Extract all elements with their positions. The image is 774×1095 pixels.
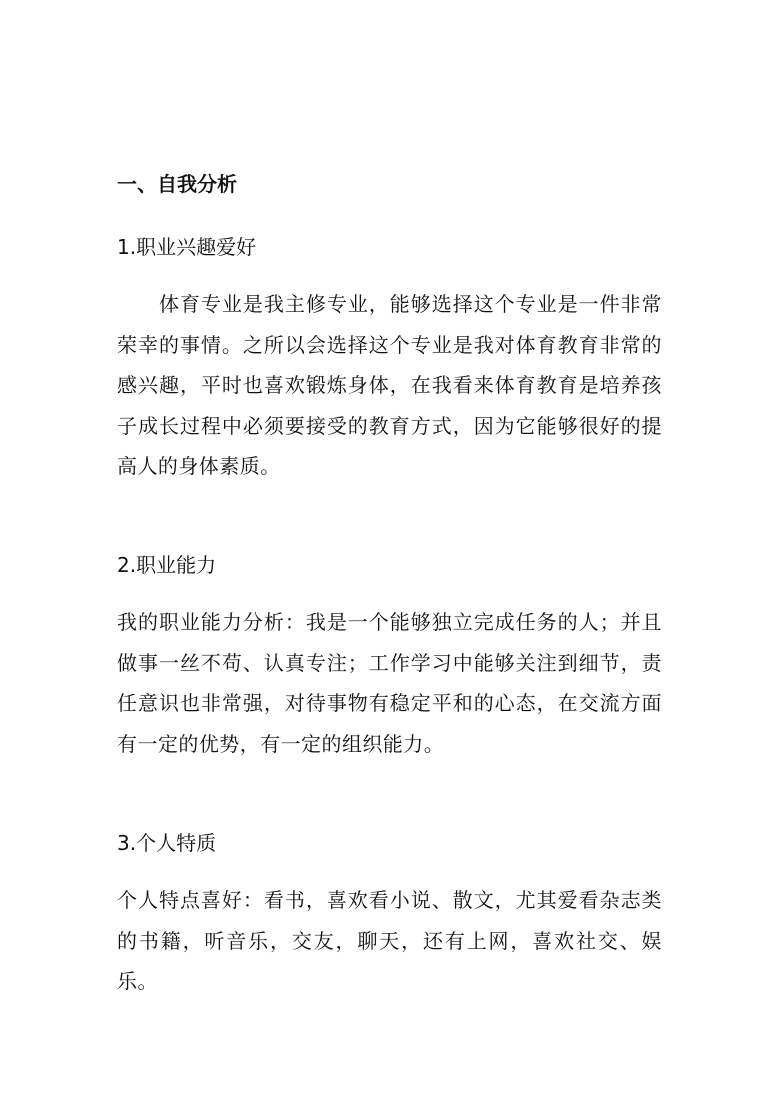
section-heading-career-abilities: 2.职业能力 (117, 553, 217, 577)
page-title: 一、自我分析 (117, 172, 237, 196)
section-heading-personal-traits: 3.个人特质 (117, 831, 217, 855)
section-body-personal-traits: 个人特点喜好：看书，喜欢看小说、散文，尤其爱看杂志类的书籍，听音乐，交友，聊天，还有上网，喜欢社交、娱乐。 (117, 888, 662, 993)
section-body-career-abilities: 我的职业能力分析：我是一个能够独立完成任务的人；并且做事一丝不苟、认真专注；工作学习中能够关注到细节，责任意识也非常强，对待事物有稳定平和的心态，在交流方面有一定的优势，有一定的组织能力。 (117, 610, 662, 756)
section-body-career-interests: 体育专业是我主修专业，能够选择这个专业是一件非常荣幸的事情。之所以会选择这个专业是我对体育教育非常的感兴趣，平时也喜欢锻炼身体，在我看来体育教育是培养孩子成长过程中必须要接受的教育方式，因为它能够很好的提高人的身体素质。 (117, 292, 662, 478)
section-heading-career-interests: 1.职业兴趣爱好 (117, 235, 257, 259)
